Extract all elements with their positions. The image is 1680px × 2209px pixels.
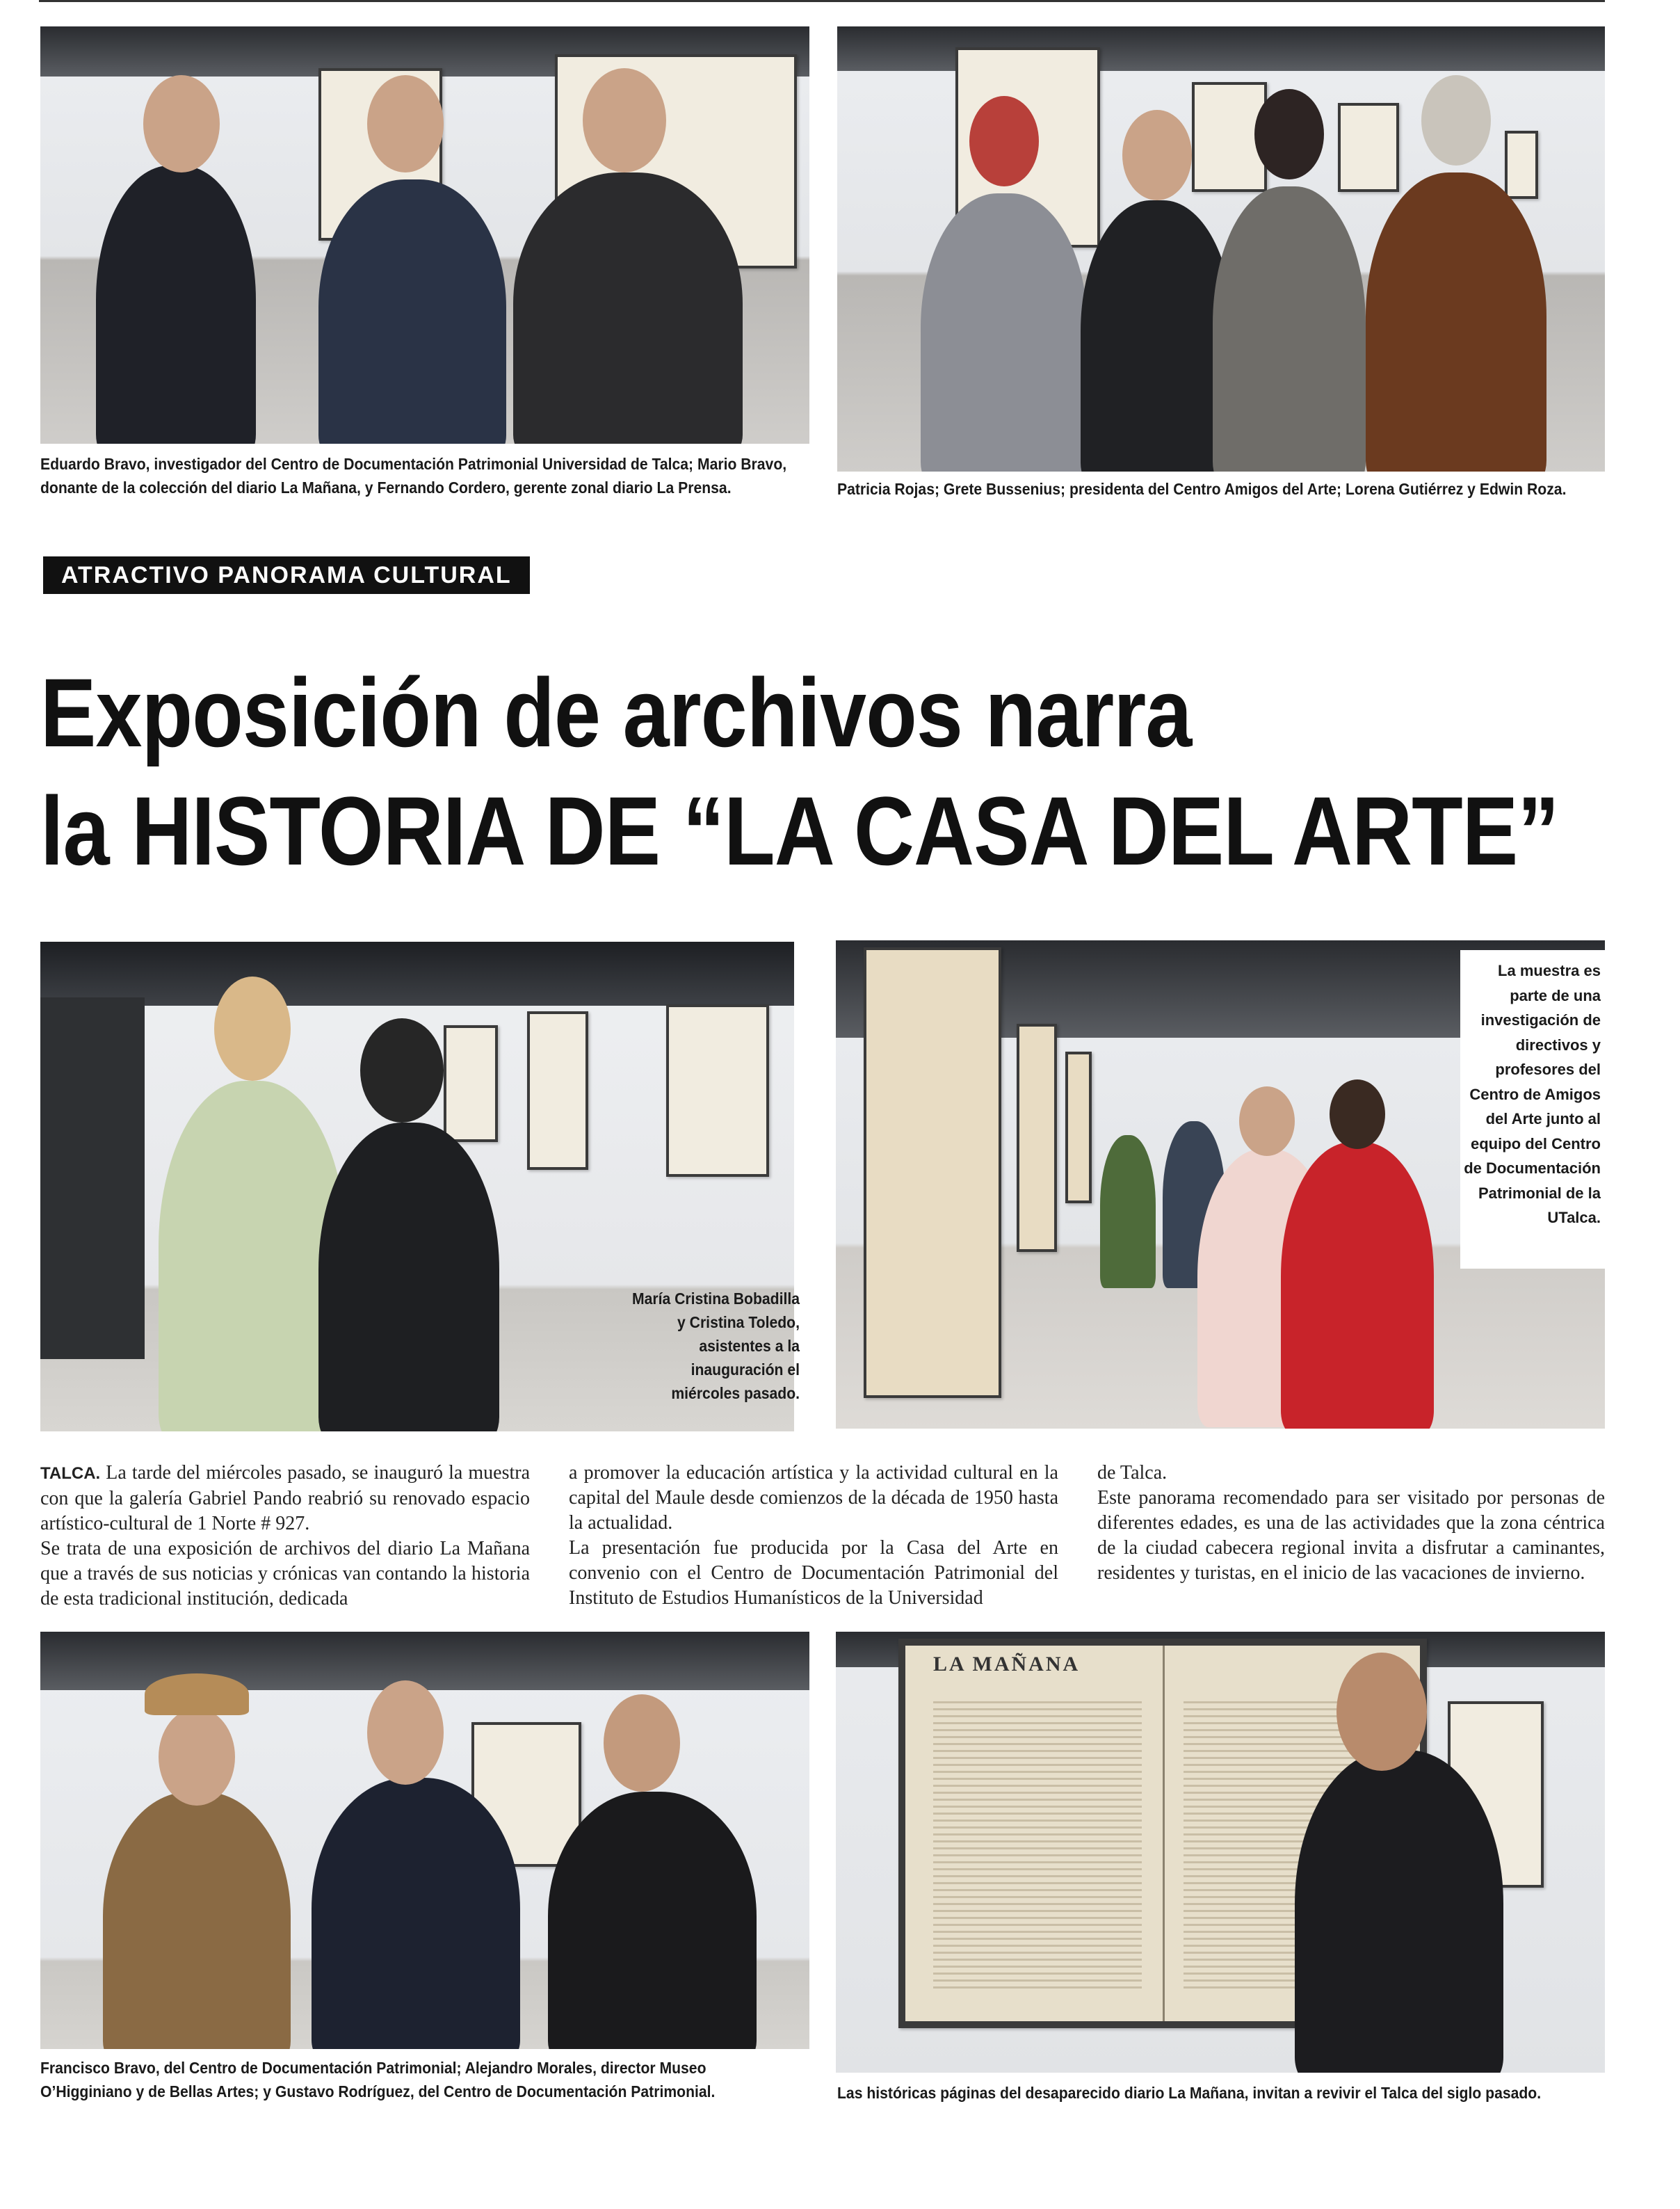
- photo-three-men-gallery: [40, 26, 809, 444]
- article-col1-paragraph-2: Se trata de una exposición de archivos del diario La Mañana que a través de sus noticias y crónicas van contando la historia de esta tradicional institución, dedicada: [40, 1538, 530, 1609]
- caption-middle-right: La muestra es parte de una investigación de directivos y profesores del Centro de Amigos del Arte junto al equipo del Centro de Documentación Patrimonial de la UTalca.: [1464, 962, 1601, 1226]
- article-col3-paragraph-2: Este panorama recomendado para ser visitado por personas de diferentes edades, es una de las actividades que la zona céntrica de la ciudad cabecera regional invita a disfrutar a caminantes, residentes y turistas, en el inicio de las vacaciones de invierno.: [1097, 1487, 1605, 1584]
- article-column-1: [40, 1461, 530, 1612]
- caption-bottom-left: Francisco Bravo, del Centro de Documentación Patrimonial; Alejandro Morales, director Museo O’Higginiano y de Bellas Artes; y Gustavo Rodríguez, del Centro de Documentación Patrimonial.: [40, 2059, 716, 2100]
- top-rule: [39, 0, 1605, 2]
- caption-top-right: Patricia Rojas; Grete Bussenius; presidenta del Centro Amigos del Arte; Lorena Gutiérrez y Edwin Roza.: [837, 480, 1567, 498]
- photo-four-people-gallery: [837, 26, 1605, 472]
- article-column-3: [1097, 1461, 1605, 1586]
- caption-top-left: Eduardo Bravo, investigador del Centro de Documentación Patrimonial Universidad de Talca; Mario Bravo, donante de la colección del diario La Mañana, y Fernando Cordero, gerente zonal diario La Prensa.: [40, 455, 787, 497]
- caption-middle-left: María Cristina Bobadilla y Cristina Toledo, asistentes a la inauguración el miércoles pasado.: [631, 1290, 800, 1402]
- section-tag: ATRACTIVO PANORAMA CULTURAL: [43, 556, 530, 594]
- headline: [40, 654, 1559, 890]
- article-column-2: [569, 1461, 1058, 1611]
- article-col2-paragraph-1: a promover la educación artística y la actividad cultural en la capital del Maule desde comienzos de la década de 1950 hasta la actualidad.: [569, 1462, 1058, 1534]
- article-col1-paragraph-1: La tarde del miércoles pasado, se inauguró la muestra con que la galería Gabriel Pando reabrió su renovado espacio artístico-cultural de 1 Norte # 927.: [40, 1462, 530, 1534]
- sidebar-caption-box: [1460, 950, 1608, 1269]
- article-col2-paragraph-2: La presentación fue producida por la Casa del Arte en convenio con el Centro de Documentación Patrimonial del Instituto de Estudios Humanísticos de la Universidad: [569, 1537, 1058, 1609]
- headline-line-1: Exposición de archivos narra: [40, 658, 1192, 767]
- headline-line-2: la HISTORIA DE “LA CASA DEL ARTE”: [40, 776, 1559, 885]
- newspaper-masthead: LA MAÑANA: [933, 1653, 1081, 1676]
- caption-bottom-right: Las históricas páginas del desaparecido diario La Mañana, invitan a revivir el Talca del siglo pasado.: [837, 2084, 1542, 2102]
- article-dateline: TALCA.: [40, 1464, 101, 1483]
- photo-man-viewing-newspaper: [836, 1632, 1605, 2073]
- photo-three-men-bottom: [40, 1632, 809, 2049]
- article-col3-paragraph-1: de Talca.: [1097, 1462, 1168, 1484]
